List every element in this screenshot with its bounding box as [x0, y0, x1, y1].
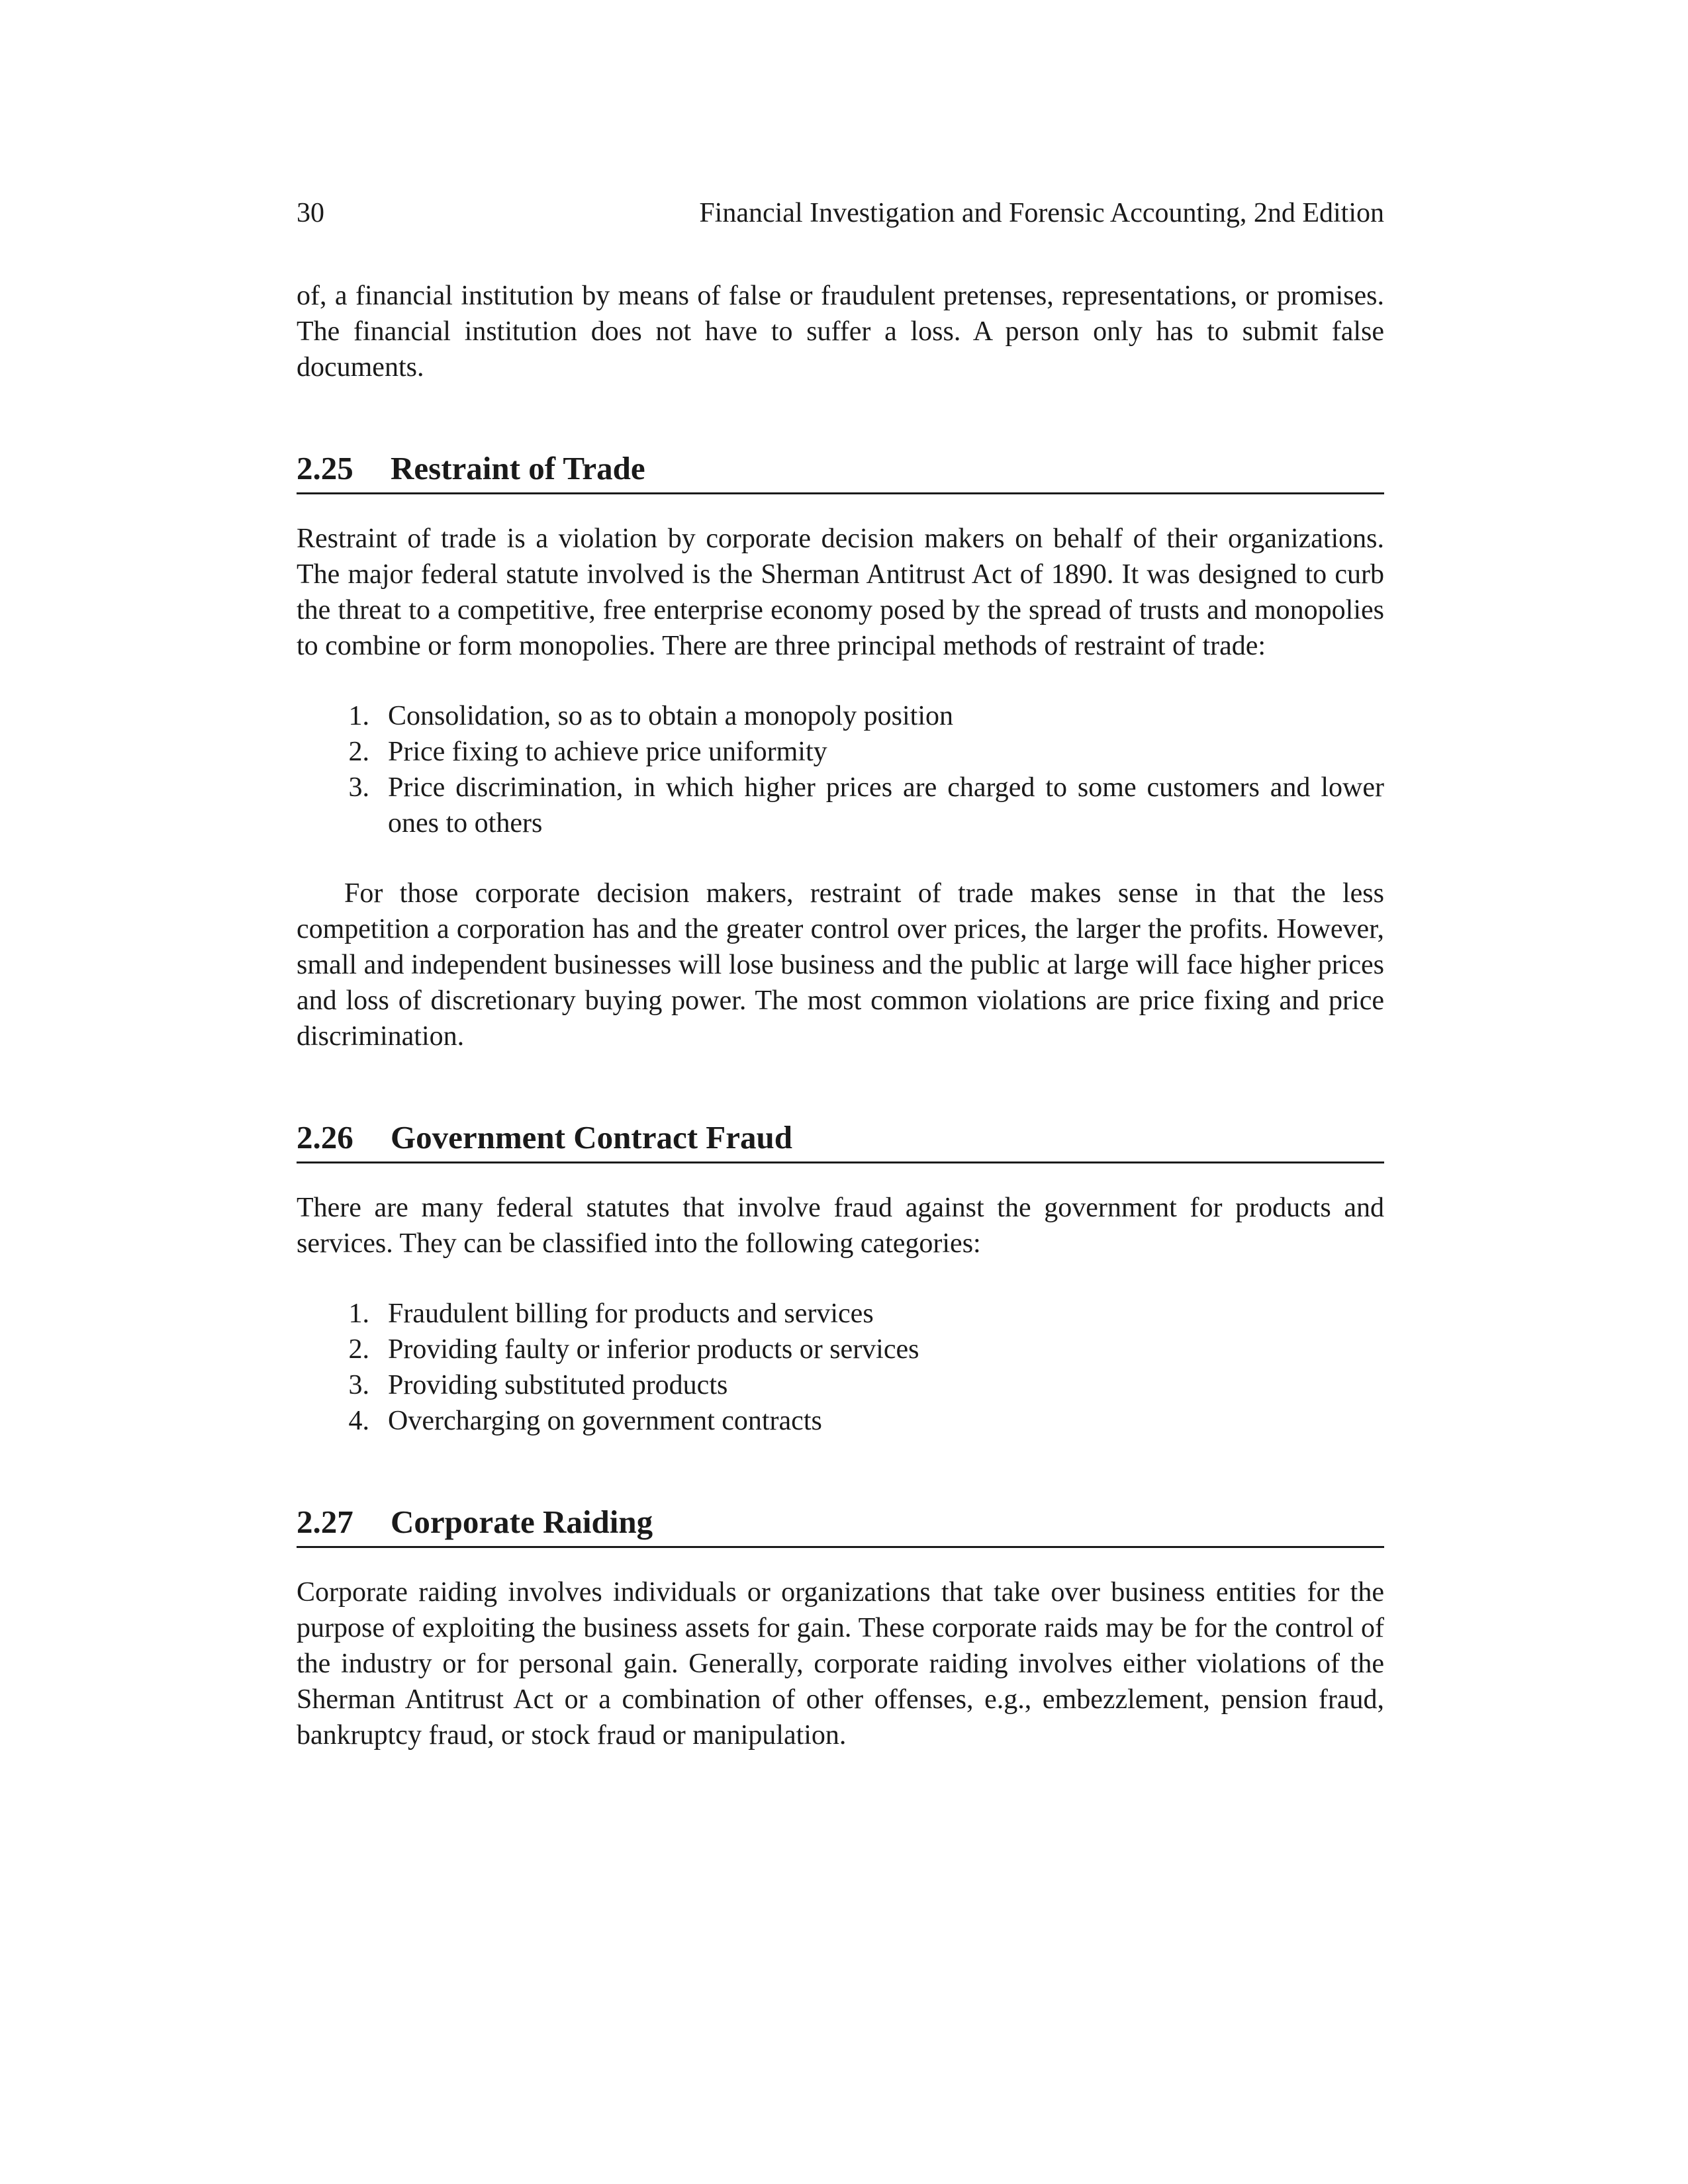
list-item-text: Price fixing to achieve price uniformity — [388, 737, 827, 767]
list-item — [297, 1403, 1384, 1439]
section-title: Restraint of Trade — [391, 450, 645, 486]
numbered-list — [297, 1296, 1384, 1439]
section-corporate-raiding — [297, 1502, 1384, 1753]
running-head — [297, 193, 1384, 233]
list-item-text: Price discrimination, in which higher prices are charged to some customers and lower ones to others — [388, 772, 1384, 839]
list-item-text: Overcharging on government contracts — [388, 1406, 822, 1436]
book-title: Financial Investigation and Forensic Accounting, 2nd Edition — [699, 198, 1384, 228]
section-number: 2.25 — [297, 450, 353, 486]
list-item — [297, 1296, 1384, 1332]
list-item — [297, 698, 1384, 734]
list-item-text: Fraudulent billing for products and services — [388, 1298, 874, 1329]
section-heading — [297, 1118, 1384, 1163]
section-paragraph: Corporate raiding involves individuals or organizations that take over business entities for the purpose of exploiting the business assets for gain. These corporate raids may be for the control of the industry or for personal gain. Generally, corporate raiding involves either violations of the Sherman Antitrust Act or a combination of other offenses, e.g., embezzlement, pension fraud, bankruptcy fraud, or stock fraud or manipulation. — [297, 1577, 1384, 1751]
section-number: 2.26 — [297, 1119, 353, 1156]
section-heading — [297, 449, 1384, 494]
list-item-text: Providing faulty or inferior products or services — [388, 1334, 919, 1365]
section-heading — [297, 1502, 1384, 1548]
list-item-text: Providing substituted products — [388, 1370, 728, 1400]
list-marker: 2. — [348, 1334, 369, 1365]
section-number: 2.27 — [297, 1504, 353, 1540]
list-item-text: Consolidation, so as to obtain a monopoly position — [388, 701, 953, 731]
list-marker: 1. — [348, 1298, 369, 1329]
list-item — [297, 734, 1384, 770]
section-government-contract-fraud — [297, 1118, 1384, 1439]
section-title: Government Contract Fraud — [391, 1119, 792, 1156]
intro-paragraph: of, a financial institution by means of false or fraudulent pretenses, representations, or promises. The financial institution does not have to suffer a loss. A person only has to submit false documents. — [297, 281, 1384, 383]
section-paragraph: For those corporate decision makers, restraint of trade makes sense in that the less competition a corporation has and the greater control over prices, the larger the profits. However, small and independent businesses will lose business and the public at large will face higher prices and loss of discretionary buying power. The most common violations are price fixing and price discrimination. — [297, 878, 1384, 1052]
list-marker: 2. — [348, 737, 369, 767]
list-marker: 3. — [348, 772, 369, 803]
list-marker: 4. — [348, 1406, 369, 1436]
list-marker: 1. — [348, 701, 369, 731]
list-item — [297, 770, 1384, 841]
section-paragraph: Restraint of trade is a violation by corporate decision makers on behalf of their organizations. The major federal statute involved is the Sherman Antitrust Act of 1890. It was designed to curb the threat to a competitive, free enterprise economy posed by the spread of trusts and monopolies to combine or form monopolies. There are three principal methods of restraint of trade: — [297, 523, 1384, 661]
list-item — [297, 1367, 1384, 1403]
list-marker: 3. — [348, 1370, 369, 1400]
section-paragraph: There are many federal statutes that involve fraud against the government for products and services. They can be classified into the following categories: — [297, 1193, 1384, 1259]
section-restraint-of-trade — [297, 449, 1384, 1054]
numbered-list — [297, 698, 1384, 841]
page-content — [297, 278, 1384, 1753]
list-item — [297, 1332, 1384, 1367]
section-title: Corporate Raiding — [391, 1504, 653, 1540]
page-number: 30 — [297, 198, 324, 228]
